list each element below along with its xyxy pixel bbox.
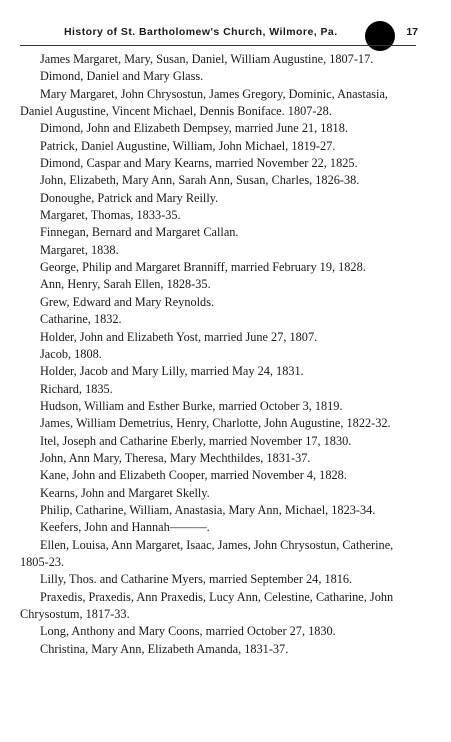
page-number: 17 [406, 26, 418, 38]
entry-text: Holder, Jacob and Mary Lilly, married May 24, 1831. [40, 364, 304, 379]
redaction-mark [365, 21, 395, 51]
register-entries [20, 51, 417, 658]
entry-text: John, Ann Mary, Theresa, Mary Mechthildes, 1831-37. [40, 450, 311, 465]
entry-text: John, Elizabeth, Mary Ann, Sarah Ann, Susan, Charles, 1826-38. [40, 173, 360, 188]
entry-text: Ellen, Louisa, Ann Margaret, Isaac, James, John Chrysostun, Catherine, 1805-23. [20, 537, 394, 569]
entry-text: James Margaret, Mary, Susan, Daniel, William Augustine, 1807-17. [40, 52, 374, 66]
entry-text: Margaret, Thomas, 1833-35. [40, 208, 181, 223]
entry-text: Hudson, William and Esther Burke, married October 3, 1819. [40, 398, 343, 413]
entry-text: Jacob, 1808. [40, 346, 102, 361]
entry-text: Richard, 1835. [40, 381, 113, 396]
entry-text: Philip, Catharine, William, Anastasia, Mary Ann, Michael, 1823-34. [40, 502, 376, 517]
entry-text: Finnegan, Bernard and Margaret Callan. [40, 225, 239, 240]
entry-text: Praxedis, Praxedis, Ann Praxedis, Lucy Ann, Celestine, Catharine, John Chrysostum, 1817-33. [20, 589, 394, 621]
header-title: History of St. Bartholomew's Church, Wilmore, Pa. [64, 26, 338, 38]
entry-text: Mary Margaret, John Chrysostun, James Gregory, Dominic, Anastasia, Daniel Augustine, Vincent Michael, Dennis Boniface. 1807-28. [20, 86, 389, 119]
entry-text: Christina, Mary Ann, Elizabeth Amanda, 1831-37. [40, 641, 289, 656]
entry-text: Keefers, John and Hannah———. [40, 520, 210, 535]
entry-text: Kearns, John and Margaret Skelly. [40, 485, 210, 500]
entry-text: Lilly, Thos. and Catharine Myers, married September 24, 1816. [40, 572, 353, 587]
entry-text: Catharine, 1832. [40, 312, 122, 327]
entry-text: Dimond, Caspar and Mary Kearns, married November 22, 1825. [40, 156, 358, 171]
entry-text: Dimond, Daniel and Mary Glass. [40, 69, 204, 84]
header-rule [20, 45, 416, 46]
entry-text: Long, Anthony and Mary Coons, married October 27, 1830. [40, 624, 336, 639]
entry-text: Ann, Henry, Sarah Ellen, 1828-35. [40, 277, 211, 292]
entry-text: Itel, Joseph and Catharine Eberly, married November 17, 1830. [40, 433, 352, 448]
entry-text: Dimond, John and Elizabeth Dempsey, married June 21, 1818. [40, 121, 348, 136]
entry-text: Margaret, 1838. [40, 242, 119, 257]
entry-text: James, William Demetrius, Henry, Charlotte, John Augustine, 1822-32. [40, 416, 391, 431]
entry-text: Grew, Edward and Mary Reynolds. [40, 294, 215, 309]
entry-text: Patrick, Daniel Augustine, William, John Michael, 1819-27. [40, 138, 336, 153]
entry-text: George, Philip and Margaret Branniff, married February 19, 1828. [40, 260, 366, 275]
entry-text: Donoughe, Patrick and Mary Reilly. [40, 190, 219, 205]
entry-text: Kane, John and Elizabeth Cooper, married November 4, 1828. [40, 468, 347, 483]
entry-text: Holder, John and Elizabeth Yost, married June 27, 1807. [40, 329, 318, 344]
